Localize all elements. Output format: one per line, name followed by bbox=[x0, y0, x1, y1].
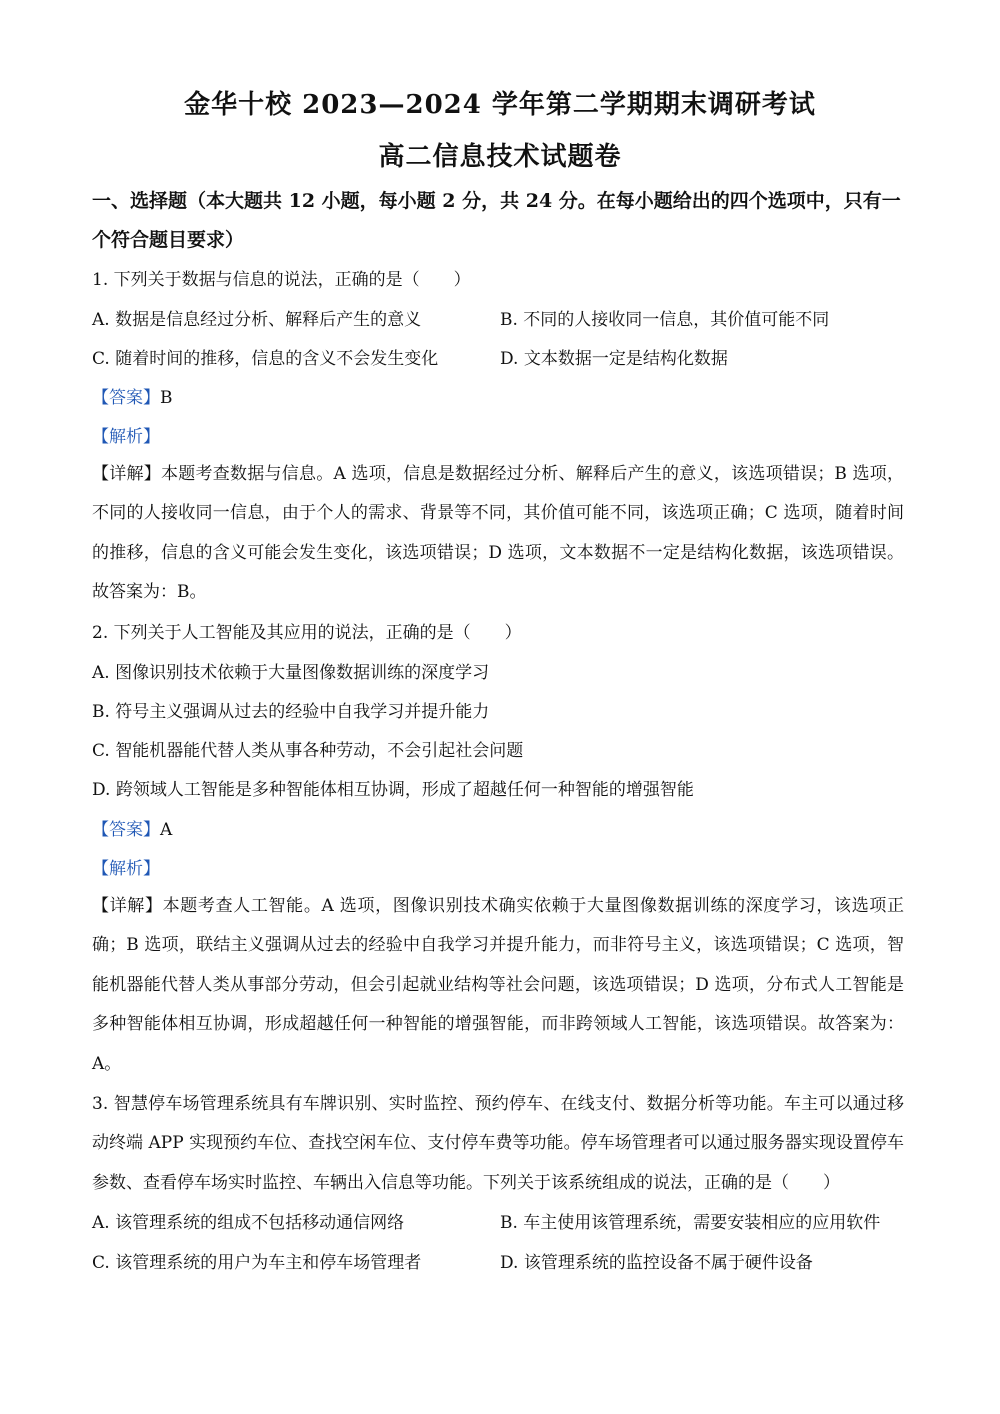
question-3-option-b: B. 车主使用该管理系统，需要安装相应的应用软件 bbox=[500, 1213, 881, 1233]
answer-value: A bbox=[160, 820, 173, 840]
question-1-answer bbox=[92, 386, 912, 410]
question-1-option-a: A. 数据是信息经过分析、解释后产生的意义 bbox=[92, 310, 422, 330]
question-1-analysis bbox=[92, 425, 912, 449]
answer-label: 【答案】 bbox=[92, 388, 160, 408]
question-3-option-a: A. 该管理系统的组成不包括移动通信网络 bbox=[92, 1213, 405, 1233]
question-2-answer bbox=[92, 818, 912, 842]
detail-text: 本题考查数据与信息。A 选项，信息是数据经过分析、解释后产生的意义，该选项错误；B 选项，不同的人接收同一信息，由于个人的需求、背景等不同，其价值可能不同，该选项正确；C 选项，随着时间的推移，信息的含义可能会发生变化，该选项错误；D 选项，文本数据不一定是结构化数据，该选项错误。故答案为：B。 bbox=[92, 464, 904, 603]
question-2-option-d: D. 跨领域人工智能是多种智能体相互协调，形成了超越任何一种智能的增强智能 bbox=[92, 780, 694, 800]
question-2-option-b: B. 符号主义强调从过去的经验中自我学习并提升能力 bbox=[92, 702, 490, 722]
question-3-option-d: D. 该管理系统的监控设备不属于硬件设备 bbox=[500, 1253, 813, 1273]
detail-label: 【详解】 bbox=[92, 464, 162, 484]
section-heading: 一、选择题（本大题共 12 小题，每小题 2 分，共 24 分。在每小题给出的四个选项中，只有一个符合题目要求） bbox=[92, 190, 901, 251]
question-2-detail bbox=[92, 887, 904, 1084]
question-3-stem: 3. 智慧停车场管理系统具有车牌识别、实时监控、预约停车、在线支付、数据分析等功能。车主可以通过移动终端 APP 实现预约车位、查找空闲车位、支付停车费等功能。停车场管理者可以通过服务器实现设置停车参数、查看停车场实时监控、车辆出入信息等功能。下列关于该系统组成的说法，正确的是（ ） bbox=[92, 1094, 904, 1193]
exam-title: 金华十校 2023—2024 学年第二学期期末调研考试 bbox=[184, 90, 816, 120]
question-3-option-c: C. 该管理系统的用户为车主和停车场管理者 bbox=[92, 1253, 422, 1273]
analysis-label: 【解析】 bbox=[92, 427, 160, 447]
answer-value: B bbox=[160, 388, 173, 408]
detail-text: 本题考查人工智能。A 选项，图像识别技术确实依赖于大量图像数据训练的深度学习，该选项正确；B 选项，联结主义强调从过去的经验中自我学习并提升能力，而非符号主义，该选项错误；C 选项，智能机器能代替人类从事部分劳动，但会引起就业结构等社会问题，该选项错误；D 选项，分布式人工智能是多种智能体相互协调，形成超越任何一种智能的增强智能，而非跨领域人工智能，该选项错误。故答案为：A。 bbox=[92, 896, 904, 1074]
question-1-option-b: B. 不同的人接收同一信息，其价值可能不同 bbox=[500, 310, 830, 330]
question-1-stem: 1. 下列关于数据与信息的说法，正确的是（ ） bbox=[92, 270, 471, 290]
question-2-option-a: A. 图像识别技术依赖于大量图像数据训练的深度学习 bbox=[92, 663, 490, 683]
question-1-option-c: C. 随着时间的推移，信息的含义不会发生变化 bbox=[92, 349, 439, 369]
question-1-detail bbox=[92, 455, 904, 613]
exam-subtitle: 高二信息技术试题卷 bbox=[378, 142, 622, 172]
answer-label: 【答案】 bbox=[92, 820, 160, 840]
question-2-stem: 2. 下列关于人工智能及其应用的说法，正确的是（ ） bbox=[92, 623, 522, 643]
detail-label: 【详解】 bbox=[92, 896, 163, 916]
question-2-option-c: C. 智能机器能代替人类从事各种劳动，不会引起社会问题 bbox=[92, 741, 524, 761]
question-1-option-d: D. 文本数据一定是结构化数据 bbox=[500, 349, 728, 369]
analysis-label: 【解析】 bbox=[92, 859, 160, 879]
question-2-analysis bbox=[92, 857, 912, 881]
